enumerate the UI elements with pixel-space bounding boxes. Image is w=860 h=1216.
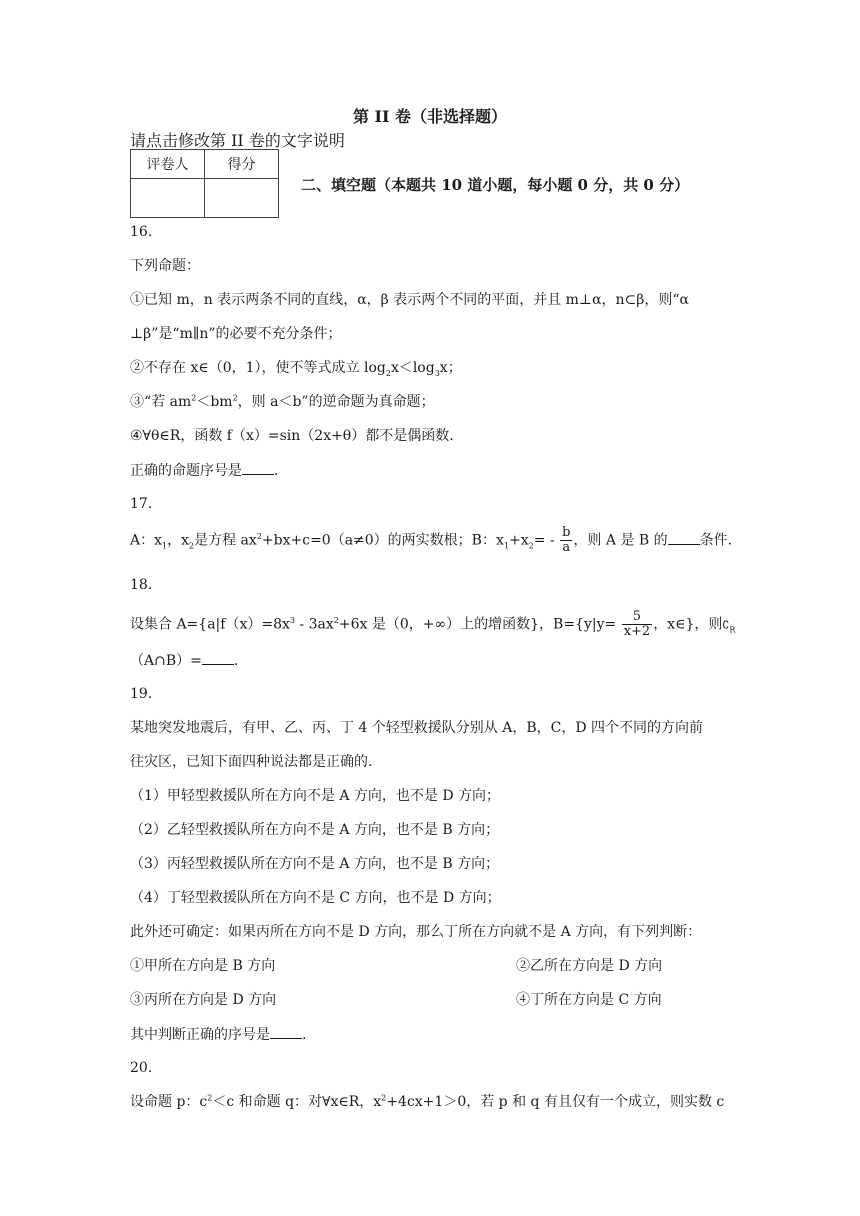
question-19-option-3: ③丙所在方向是 D 方向	[130, 992, 277, 1008]
page-title: 第 II 卷（非选择题）	[352, 107, 508, 126]
question-16-statement-1b: ⊥β”是“m∥n”的必要不充分条件；	[130, 326, 342, 342]
question-16-number: 16.	[130, 224, 153, 240]
question-19-line-2: 往灾区，已知下面四种说法都是正确的.	[130, 754, 373, 770]
score-table-score-header: 得分	[205, 150, 279, 179]
question-20-text: 设命题 p：$c^2<c$ 和命题 q：对∀x∈R，$x^2+4cx+1>0$，若 p 和 q 有且仅有一个成立，则实数 c	[130, 1093, 725, 1110]
question-19-ask: 其中判断正确的序号是 .	[130, 1024, 306, 1045]
question-16-statement-2: ②不存在 x∈（0，1），使不等式成立 $\log_2x<\log_3x$；	[130, 360, 462, 378]
question-19-line-1: 某地突发地震后，有甲、乙、丙、丁 4 个轻型救援队分别从 A，B，C，D 四个不同的方向前	[130, 720, 704, 736]
question-19-condition-1: （1）甲轻型救援队所在方向不是 A 方向，也不是 D 方向；	[130, 788, 501, 804]
answer-blank[interactable]	[270, 1024, 302, 1039]
score-table-score-cell[interactable]	[205, 179, 279, 218]
question-19-extra: 此外还可确定：如果丙所在方向不是 D 方向，那么丁所在方向就不是 A 方向，有下列判断：	[130, 924, 702, 940]
question-19-option-1: ①甲所在方向是 B 方向	[130, 958, 276, 974]
question-20-number: 20.	[130, 1060, 153, 1076]
question-16-statement-3: ③“若 $am^2<bm^2$，则 a＜b”的逆命题为真命题；	[130, 393, 435, 410]
question-18-text-line2: （A∩B）= .	[130, 650, 238, 671]
question-19-condition-4: （4）丁轻型救援队所在方向不是 C 方向，也不是 D 方向；	[130, 890, 501, 906]
answer-blank[interactable]	[668, 530, 700, 545]
question-16-ask: 正确的命题序号是 .	[130, 460, 278, 481]
answer-blank[interactable]	[202, 650, 234, 665]
question-17-text: A：$x_1$，$x_2$是方程 $ax^2+bx+c=0(a\ne 0)$的两实数根；B：$x_1+x_2=$ - $\frac{b}{a}$ ，则 A 是 B 的 条件.	[130, 525, 733, 555]
question-19-option-2: ②乙所在方向是 D 方向	[516, 958, 663, 974]
fraction-b-over-a: $\frac{b}{a}$	[562, 525, 571, 555]
question-19-number: 19.	[130, 686, 153, 702]
question-16-intro: 下列命题：	[130, 258, 200, 274]
question-18-text-line1: 设集合 $A=\{a|f(x)=8x^3 - 3ax^2+6x$ 是（0，+∞）上的增函数}，B={y|y= $\frac{5}{x+2}$ ，x∈}，则$∁_R$	[130, 609, 736, 639]
question-16-statement-4: ④∀θ∈R，函数 f（x）=sin（2x+θ）都不是偶函数.	[130, 428, 454, 444]
question-19-option-4: ④丁所在方向是 C 方向	[516, 992, 662, 1008]
question-19-condition-2: （2）乙轻型救援队所在方向不是 A 方向，也不是 B 方向；	[130, 822, 500, 838]
answer-blank[interactable]	[242, 460, 274, 475]
section-heading: 二、填空题（本题共 10 道小题，每小题 0 分，共 0 分）	[301, 176, 690, 194]
question-19-condition-3: （3）丙轻型救援队所在方向不是 A 方向，也不是 B 方向；	[130, 856, 500, 872]
question-16-statement-1a: ①已知 m，n 表示两条不同的直线，α，β 表示两个不同的平面，并且 m⊥α，n⊂β，则“α	[130, 292, 689, 308]
question-17-number: 17.	[130, 496, 153, 512]
score-table	[130, 149, 279, 218]
instruction-text[interactable]: 请点击修改第 II 卷的文字说明	[130, 131, 345, 150]
question-18-number: 18.	[130, 577, 153, 593]
score-table-grader-cell[interactable]	[131, 179, 205, 218]
score-table-grader-header: 评卷人	[131, 150, 205, 179]
fraction-5-over-x-plus-2: $\frac{5}{x+2}$	[623, 609, 651, 639]
